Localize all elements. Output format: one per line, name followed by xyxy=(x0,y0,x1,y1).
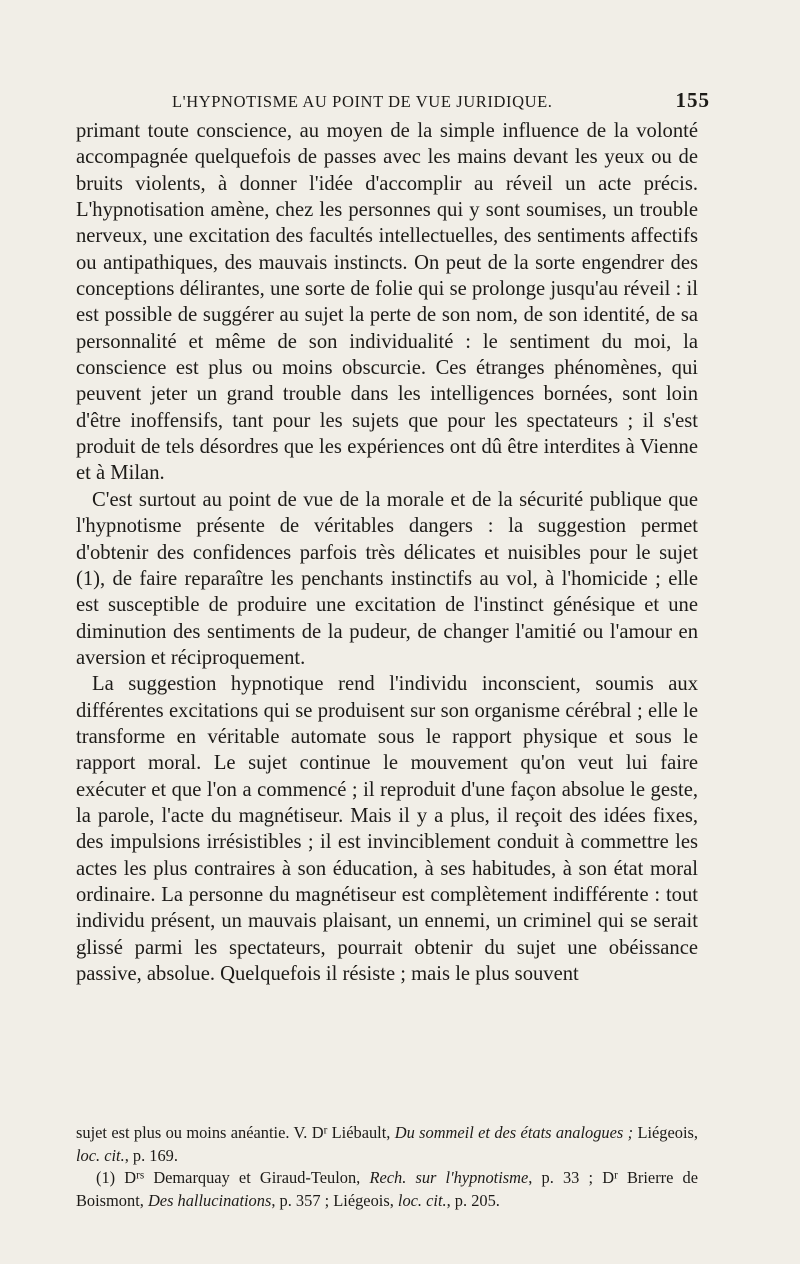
page-number: 155 xyxy=(675,88,710,112)
paragraph-3: La suggestion hypnotique rend l'individu inconscient, soumis aux différentes excitations qui se produisent sur son organisme cérébral ; elle le transforme en véritable automate sous le rapport physique et sous le rapport moral. Le sujet continue le mouvement qu'on veut lui faire exécuter et que l'on a commencé ; il reproduit d'une façon absolue le geste, la parole, l'acte du magnétiseur. Mais il y a plus, il reçoit des idées fixes, des impulsions irrésistibles ; il est invinciblement conduit à commettre les actes les plus contraires à son éducation, à ses habitudes, à son état moral ordinaire. La personne du magnétiseur est complètement indifférente : tout individu présent, un mauvais plaisant, un ennemi, un criminel qui se serait glissé parmi les spectateurs, pourrait obtenir du sujet une obéissance passive, absolue. Quelquefois il résiste ; mais le plus souvent xyxy=(76,673,698,985)
paragraph-2: C'est surtout au point de vue de la morale et de la sécurité publique que l'hypnotisme présente de véritables dangers : la suggestion permet d'obtenir des confidences parfois très délicates et nuisibles pour le sujet (1), de faire reparaître les penchants instinctifs au vol, à l'homicide ; elle est susceptible de produire une excitation de l'instinct génésique et une diminution des sentiments de la pudeur, de changer l'amitié ou l'amour en aversion et réciproquement. xyxy=(76,488,698,669)
footnotes xyxy=(76,1122,698,1212)
footnote-continued: sujet est plus ou moins anéantie. V. $D^r$ Liébault, Du sommeil et des états analogues ; Liégeois, loc. cit., p. 169. xyxy=(76,1123,698,1165)
running-title: L'HYPNOTISME AU POINT DE VUE JURIDIQUE. xyxy=(172,92,553,111)
paragraph-1: primant toute conscience, au moyen de la simple influence de la volonté accompagnée quelquefois de passes avec les mains devant les yeux ou de bruits violents, à donner l'idée d'accomplir au réveil un acte précis. L'hypnotisation amène, chez les personnes qui y sont soumises, un trouble nerveux, une excitation des facultés intellectuelles, des sentiments affectifs ou antipathiques, des mauvais instincts. On peut de la sorte engendrer des conceptions délirantes, une sorte de folie qui se prolonge jusqu'au réveil : il est possible de suggérer au sujet la perte de son nom, de son identité, de sa personnalité et même de son individualité : le sentiment du moi, la conscience est plus ou moins obscurcie. Ces étranges phénomènes, qui peuvent jeter un grand trouble dans les intelligences bornées, sont loin d'être inoffensifs, tant pour les sujets que pour les spectateurs ; il s'est produit de tels désordres que les expériences ont dû être interdites à Vienne et à Milan. xyxy=(76,120,698,485)
body-text xyxy=(76,118,698,987)
running-header xyxy=(172,88,710,112)
footnote-1: (1) $D^{rs}$ Demarquay et Giraud-Teulon, Rech. sur l'hypnotisme, p. 33 ; $D^r$ Brierre de Boismont, Des hallucinations, p. 357 ; Liégeois, loc. cit., p. 205. xyxy=(76,1168,699,1210)
